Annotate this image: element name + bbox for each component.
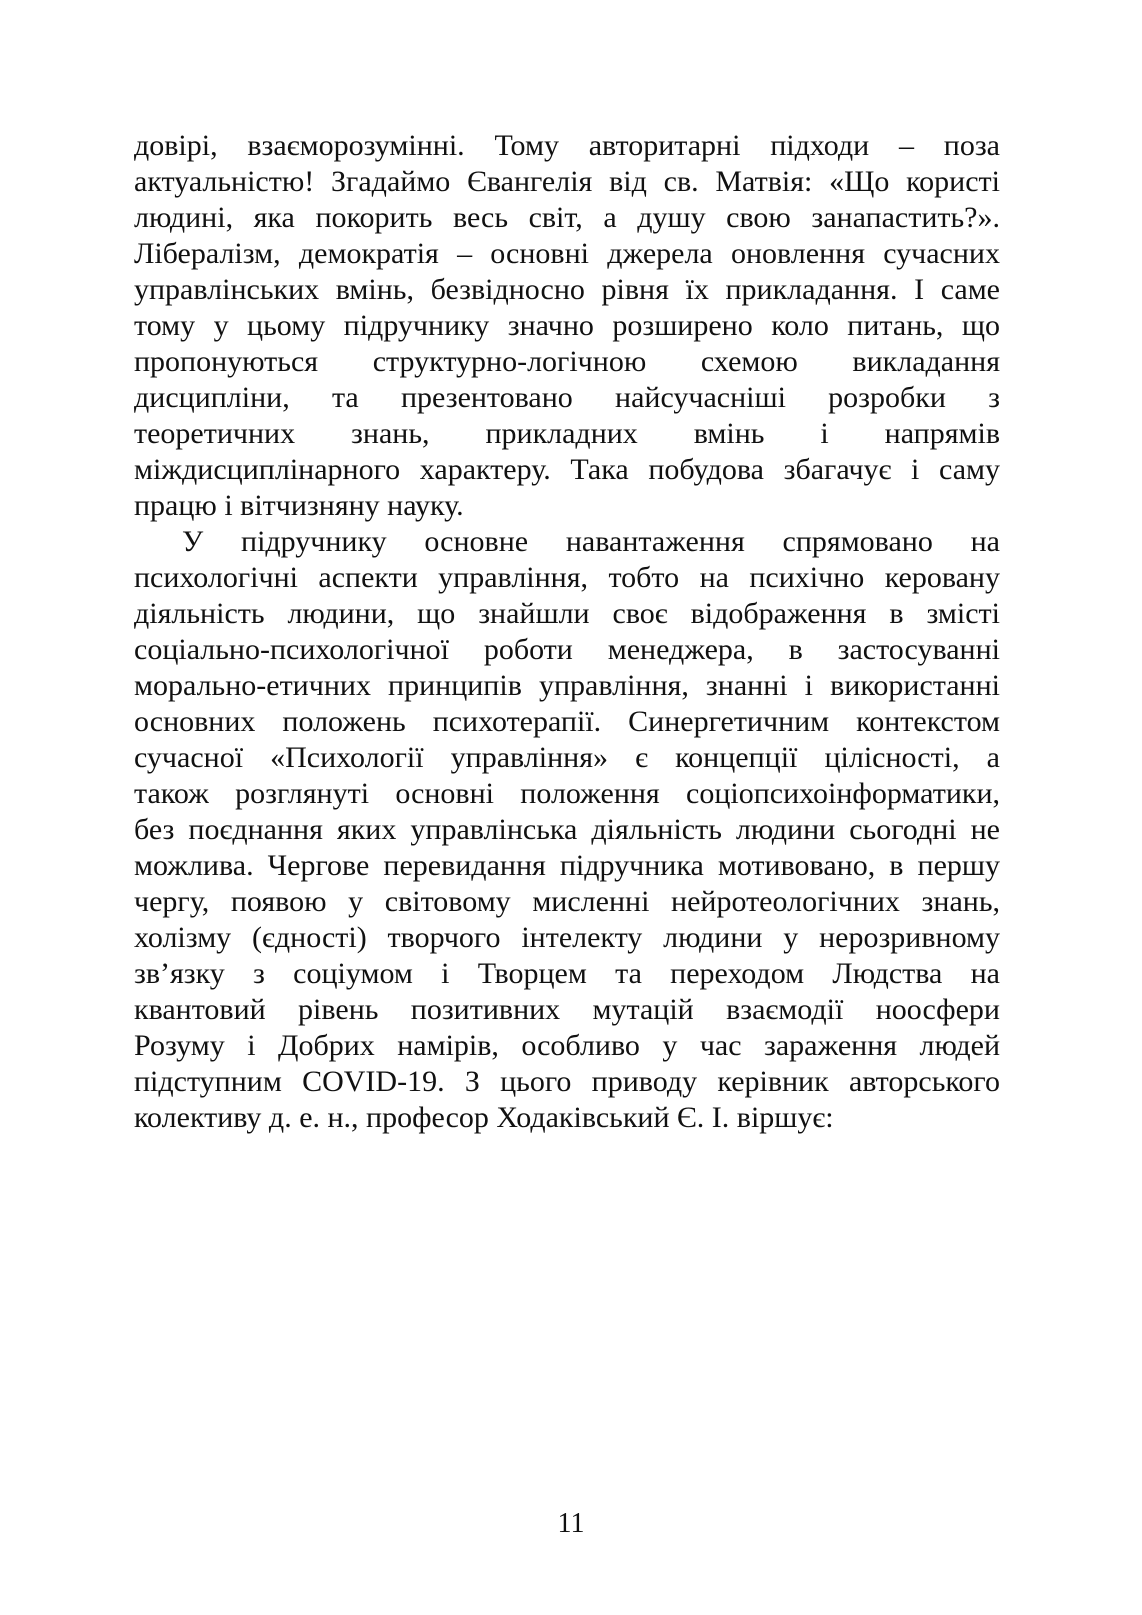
text-line: морально-етичних принципів управління, знанні і використанні	[134, 669, 1000, 702]
text-line: Лібералізм, демократія – основні джерела оновлення сучасних	[134, 237, 1000, 270]
text-line: підступним COVID-19. З цього приводу керівник авторського	[134, 1065, 1000, 1098]
text-line: квантовий рівень позитивних мутацій взаємодії ноосфери	[134, 993, 1000, 1026]
text-line: міждисциплінарного характеру. Така побудова збагачує і саму	[134, 453, 1000, 486]
text-line: тому у цьому підручнику значно розширено коло питань, що	[134, 309, 1000, 342]
text-line: актуальністю! Згадаймо Євангелія від св. Матвія: «Що користі	[134, 165, 1000, 198]
text-line: основних положень психотерапії. Синергетичним контекстом	[134, 705, 1000, 738]
text-line: зв’язку з соціумом і Творцем та переходом Людства на	[134, 957, 1000, 990]
text-line: управлінських вмінь, безвідносно рівня їх прикладання. І саме	[134, 273, 1000, 306]
text-line: соціально-психологічної роботи менеджера, в застосуванні	[134, 633, 1000, 666]
text-line: чергу, появою у світовому мисленні нейротеологічних знань,	[134, 885, 1000, 918]
text-line: можлива. Чергове перевидання підручника мотивовано, в першу	[134, 849, 1000, 882]
text-line: людині, яка покорить весь світ, а душу свою занапастить?».	[134, 201, 1000, 234]
paragraph-2	[134, 524, 1000, 1136]
body-text	[134, 128, 1000, 1136]
text-line: довірі, взаєморозумінні. Тому авторитарні підходи – поза	[134, 129, 1000, 162]
text-line: також розглянуті основні положення соціопсихоінформатики,	[134, 777, 1000, 810]
text-line: холізму (єдності) творчого інтелекту людини у нерозривному	[134, 921, 1000, 954]
text-line: діяльність людини, що знайшли своє відображення в змісті	[134, 597, 1000, 630]
text-line: психологічні аспекти управління, тобто на психічно керовану	[134, 561, 1000, 594]
text-line: теоретичних знань, прикладних вмінь і напрямів	[134, 417, 1000, 450]
text-line: дисципліни, та презентовано найсучасніші розробки з	[134, 381, 1000, 414]
page-number: 11	[557, 1508, 585, 1539]
text-line: Розуму і Добрих намірів, особливо у час зараження людей	[134, 1029, 1000, 1062]
paragraph-1	[134, 128, 1000, 524]
text-line: без поєднання яких управлінська діяльність людини сьогодні не	[134, 813, 1000, 846]
text-line: колективу д. е. н., професор Ходаківський Є. І. віршує:	[134, 1101, 834, 1134]
text-line: пропонуються структурно-логічною схемою викладання	[134, 345, 1000, 378]
text-line: працю і вітчизняну науку.	[134, 489, 464, 522]
text-line: У підручнику основне навантаження спрямовано на	[182, 525, 1000, 558]
text-line: сучасної «Психології управління» є концепції цілісності, а	[134, 741, 1000, 774]
